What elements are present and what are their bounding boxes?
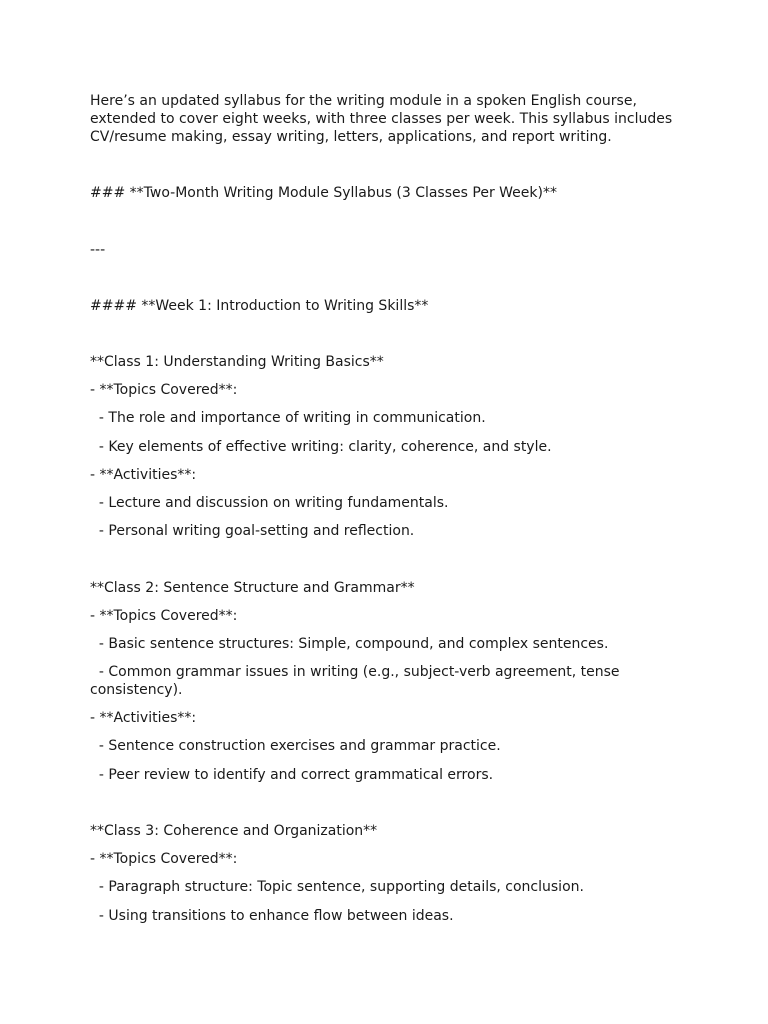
class-2-topics-label: - **Topics Covered**: <box>90 608 238 624</box>
class-1-topic-item: - Key elements of effective writing: clarity, coherence, and style. <box>90 439 552 455</box>
intro-paragraph: Here’s an updated syllabus for the writing module in a spoken English course, extended to cover eight weeks, with three classes per week. This syllabus includes CV/resume making, essay writing, letters, applications, and report writing. <box>90 93 677 145</box>
week-1-heading: #### **Week 1: Introduction to Writing Skills** <box>90 298 429 314</box>
class-3-topic-item: - Using transitions to enhance flow between ideas. <box>90 908 454 924</box>
syllabus-heading: ### **Two-Month Writing Module Syllabus (3 Classes Per Week)** <box>90 185 557 201</box>
class-1-topic-item: - The role and importance of writing in communication. <box>90 410 486 426</box>
class-2-activities-label: - **Activities**: <box>90 710 197 726</box>
class-3-title: **Class 3: Coherence and Organization** <box>90 823 378 839</box>
section-divider: --- <box>90 242 106 258</box>
class-2-topic-item: - Common grammar issues in writing (e.g., subject-verb agreement, tense consistency). <box>90 664 624 698</box>
class-3-topics-label: - **Topics Covered**: <box>90 851 238 867</box>
class-3-topic-item: - Paragraph structure: Topic sentence, supporting details, conclusion. <box>90 879 584 895</box>
class-2-topic-item: - Basic sentence structures: Simple, compound, and complex sentences. <box>90 636 609 652</box>
class-1-activity-item: - Personal writing goal-setting and reflection. <box>90 523 415 539</box>
class-1-activities-label: - **Activities**: <box>90 467 197 483</box>
class-1-title: **Class 1: Understanding Writing Basics** <box>90 354 384 370</box>
class-2-activity-item: - Peer review to identify and correct grammatical errors. <box>90 767 494 783</box>
class-2-activity-item: - Sentence construction exercises and grammar practice. <box>90 738 501 754</box>
class-1-activity-item: - Lecture and discussion on writing fundamentals. <box>90 495 449 511</box>
class-2-title: **Class 2: Sentence Structure and Grammar** <box>90 580 415 596</box>
class-1-topics-label: - **Topics Covered**: <box>90 382 238 398</box>
